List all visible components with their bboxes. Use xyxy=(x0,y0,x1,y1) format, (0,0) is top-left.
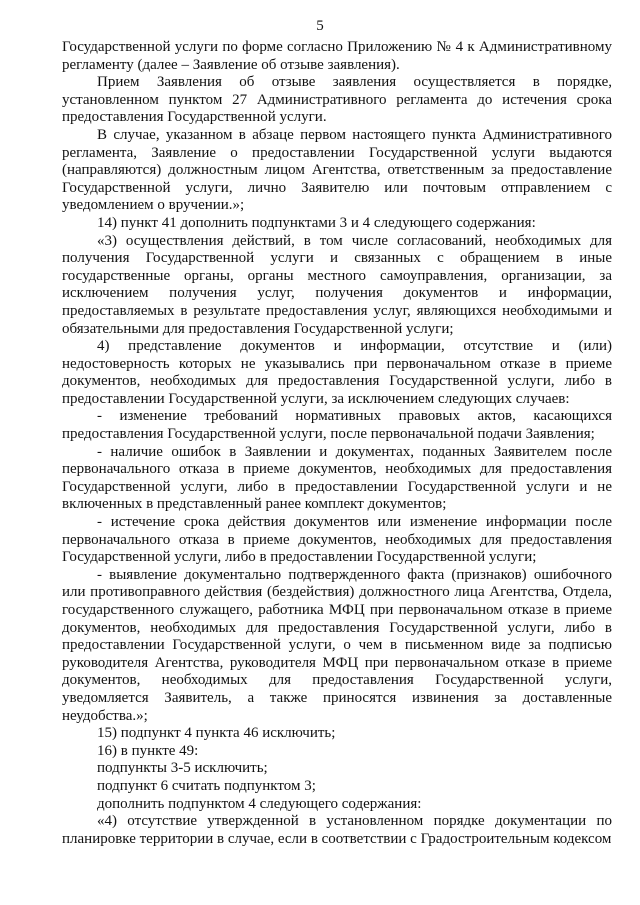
paragraph-15: дополнить подпунктом 4 следующего содержания: xyxy=(97,795,422,812)
paragraph-16: «4) отсутствие утвержденной в установленном порядке документации по планировке территории в случае, если в соответствии с Градостроительным кодексом xyxy=(62,813,612,847)
paragraph-10: - выявление документально подтвержденного факта (признаков) ошибочного или противоправного действия (бездействия) должностного лица Агентства, Отдела, государственного служащего, работника МФЦ при первоначальном отказе в приеме документов, необходимых для предоставления Государственной услуги, либо в предоставлении Государственной услуги, о чем в письменном виде за подписью руководителя Агентства, руководителя МФЦ при первоначальном отказе в приеме документов, необходимых для предоставления Государственной услуги, уведомляется Заявитель, а также приносятся извинения за доставленные неудобства.»; xyxy=(62,566,612,724)
paragraph-6: 4) представление документов и информации, отсутствие и (или) недостоверность которых не указывались при первоначальном отказе в приеме документов, необходимых для предоставления Государственной услуги, либо в предоставлении Государственной услуги, за исключением следующих случаев: xyxy=(62,338,612,407)
paragraph-14: подпункт 6 считать подпунктом 3; xyxy=(97,777,316,794)
paragraph-13: подпункты 3-5 исключить; xyxy=(97,760,268,777)
paragraph-12: 16) в пункте 49: xyxy=(97,742,199,759)
paragraph-1: Государственной услуги по форме согласно Приложению № 4 к Административному регламенту (далее – Заявление об отзыве заявления). xyxy=(62,39,612,73)
page-number: 5 xyxy=(316,18,324,34)
paragraph-3: В случае, указанном в абзаце первом настоящего пункта Административного регламента, Заявление о предоставлении Государственной услуги выдаются (направляются) должностным лицом Агентства, ответственным за предоставление Государственной услуги, лично Заявителю или почтовым отправлением с уведомлением о вручении.»; xyxy=(62,126,612,214)
paragraph-7: - изменение требований нормативных правовых актов, касающихся предоставления Государственной услуги, после первоначальной подачи Заявления; xyxy=(62,408,612,443)
paragraph-11: 15) подпункт 4 пункта 46 исключить; xyxy=(97,725,336,742)
paragraph-4: 14) пункт 41 дополнить подпунктами 3 и 4 следующего содержания: xyxy=(97,214,536,231)
paragraph-9: - истечение срока действия документов или изменение информации после первоначального отказа в приеме документов, необходимых для предоставления Государственной услуги, либо в предоставлении Государственной услуги; xyxy=(62,514,612,566)
document-body xyxy=(62,39,612,848)
paragraph-5: «3) осуществления действий, в том числе согласований, необходимых для получения Государственной услуги и связанных с обращением в иные государственные органы, органы местного самоуправления, организации, за исключением получения услуг, получения документов и информации, предоставляемых в результате предоставления услуг, являющихся необходимыми и обязательными для предоставления Государственной услуги; xyxy=(62,232,612,337)
paragraph-8: - наличие ошибок в Заявлении и документах, поданных Заявителем после первоначального отказа в приеме документов, необходимых для предоставления Государственной услуги, либо в предоставлении Государственной услуги и не включенных в представленный ранее комплект документов; xyxy=(62,443,612,513)
paragraph-2: Прием Заявления об отзыве заявления осуществляется в порядке, установленном пунктом 27 Административного регламента до истечения срока предоставления Государственной услуги. xyxy=(62,74,612,126)
